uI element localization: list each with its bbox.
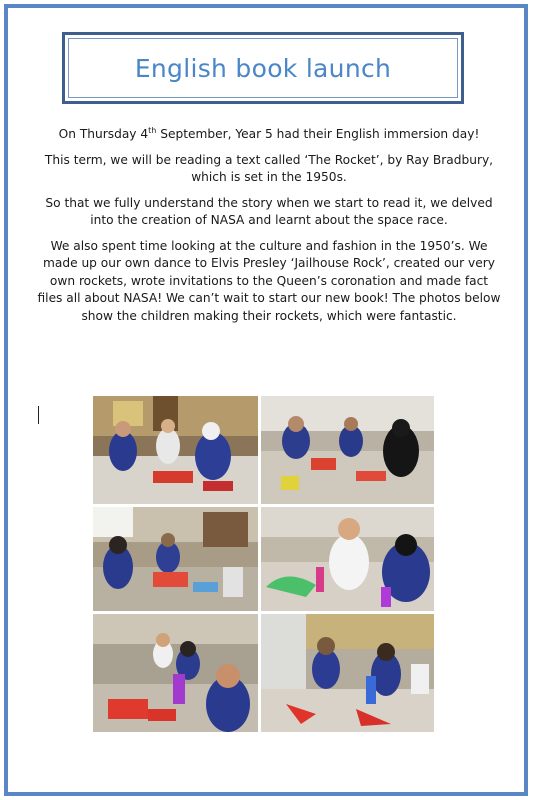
title-box (62, 32, 464, 104)
photo-classroom-rocket-making-4 (261, 507, 434, 611)
photo-classroom-rocket-making-6 (261, 614, 434, 732)
paragraph-1-start: On Thursday 4 (58, 127, 149, 141)
paragraph-1-sup: th (148, 125, 157, 135)
paragraph-3: So that we fully understand the story when we start to read it, we delved into the creation of NASA and learnt about the space race. (45, 195, 493, 227)
paragraph-1 (36, 126, 502, 144)
paragraph-1-end: September, Year 5 had their English immersion day! (156, 127, 480, 141)
photo-classroom-rocket-making-5 (93, 614, 258, 732)
photo-classroom-rocket-making-2 (261, 396, 434, 504)
paragraph-4: We also spent time looking at the culture and fashion in the 1950’s. We made up our own dance to Elvis Presley ‘Jailhouse Rock’, created our very own rockets, wrote invitations to the Queen’s coronation and made fact files all about NASA! We can’t wait to start our new book! The photos below show the children making their rockets, which were fantastic. (37, 238, 501, 323)
photo-collage (93, 396, 435, 734)
page-title: English book launch (134, 53, 392, 83)
document-body (36, 126, 502, 333)
paragraph-2: This term, we will be reading a text called ‘The Rocket’, by Ray Bradbury, which is set in the 1950s. (44, 152, 494, 184)
photo-classroom-rocket-making-3 (93, 507, 258, 611)
text-cursor (38, 406, 39, 424)
photo-classroom-rocket-making-1 (93, 396, 258, 504)
